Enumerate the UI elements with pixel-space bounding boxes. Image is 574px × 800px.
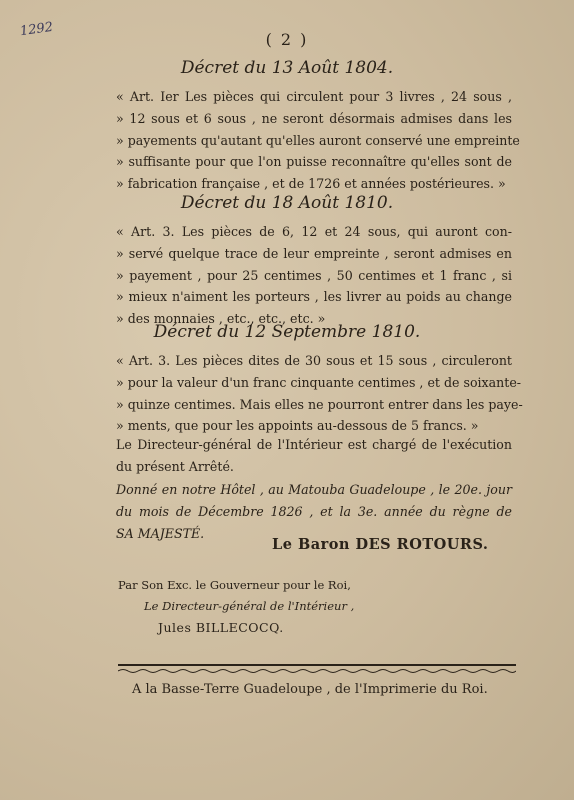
decree-body-1 xyxy=(116,86,520,195)
decree-1-line: » payements qu'autant qu'elles auront conservé une empreinte xyxy=(116,132,520,148)
decree-3-line: » ments, que pour les appoints au-dessous de 5 francs. » xyxy=(116,418,479,434)
decree-2-line: « Art. 3. Les pièces de 6, 12 et 24 sous, qui auront con- xyxy=(116,224,512,239)
given-clause xyxy=(116,479,512,544)
given-line: Donné en notre Hôtel , au Matouba Guadeloupe , le 20e. jour xyxy=(116,482,512,497)
decree-1-line: « Art. Ier Les pièces qui circulent pour 3 livres , 24 sous , xyxy=(116,89,512,104)
execution-clause xyxy=(116,434,512,478)
decree-3-line: « Art. 3. Les pièces dites de 30 sous et 15 sous , circuleront xyxy=(116,353,512,368)
page-number: ( 2 ) xyxy=(265,30,309,49)
given-line: du mois de Décembre 1826 , et la 3e. année du règne de xyxy=(116,503,512,519)
countersign-line-2: Le Directeur-général de l'Intérieur , xyxy=(144,599,355,613)
divider-rule xyxy=(118,664,516,666)
given-line: SA MAJESTÉ. xyxy=(116,525,205,541)
execution-line: Le Directeur-général de l'Intérieur est chargé de l'exécution xyxy=(116,437,512,452)
decree-3-line: » pour la valeur d'un franc cinquante centimes , et de soixante- xyxy=(116,374,522,390)
decree-3-line: » quinze centimes. Mais elles ne pourront entrer dans les paye- xyxy=(116,396,523,412)
divider-ornament xyxy=(118,668,516,674)
decree-body-3 xyxy=(116,350,523,437)
decree-1-line: » fabrication française , et de 1726 et années postérieures. » xyxy=(116,176,506,192)
decree-2-line: » des monnaies , etc., etc., etc. » xyxy=(116,311,326,327)
signature-baron: Le Baron DES ROTOURS. xyxy=(272,536,489,553)
decree-heading-2: Décret du 18 Août 1810. xyxy=(180,193,394,213)
countersign-line-1: Par Son Exc. le Gouverneur pour le Roi, xyxy=(118,578,351,592)
execution-line: du présent Arrêté. xyxy=(116,458,234,474)
decree-1-line: » suffisante pour que l'on puisse reconnaître qu'elles sont de xyxy=(116,154,512,170)
decree-2-line: » payement , pour 25 centimes , 50 centimes et 1 franc , si xyxy=(116,267,512,283)
decree-heading-3: Décret du 12 Septembre 1810. xyxy=(153,322,421,342)
countersign-name: Jules BILLECOCQ. xyxy=(158,620,284,635)
decree-2-line: » mieux n'aiment les porteurs , les livrer au poids au change xyxy=(116,289,512,305)
decree-2-line: » servé quelque trace de leur empreinte , seront admises en xyxy=(116,245,512,261)
decree-1-line: » 12 sous et 6 sous , ne seront désormais admises dans les xyxy=(116,110,512,126)
printer-imprint: A la Basse-Terre Guadeloupe , de l'Imprimerie du Roi. xyxy=(132,682,488,697)
decree-heading-1: Décret du 13 Août 1804. xyxy=(180,58,394,78)
decree-body-2 xyxy=(116,221,512,330)
handwritten-note: 1292 xyxy=(19,19,54,40)
